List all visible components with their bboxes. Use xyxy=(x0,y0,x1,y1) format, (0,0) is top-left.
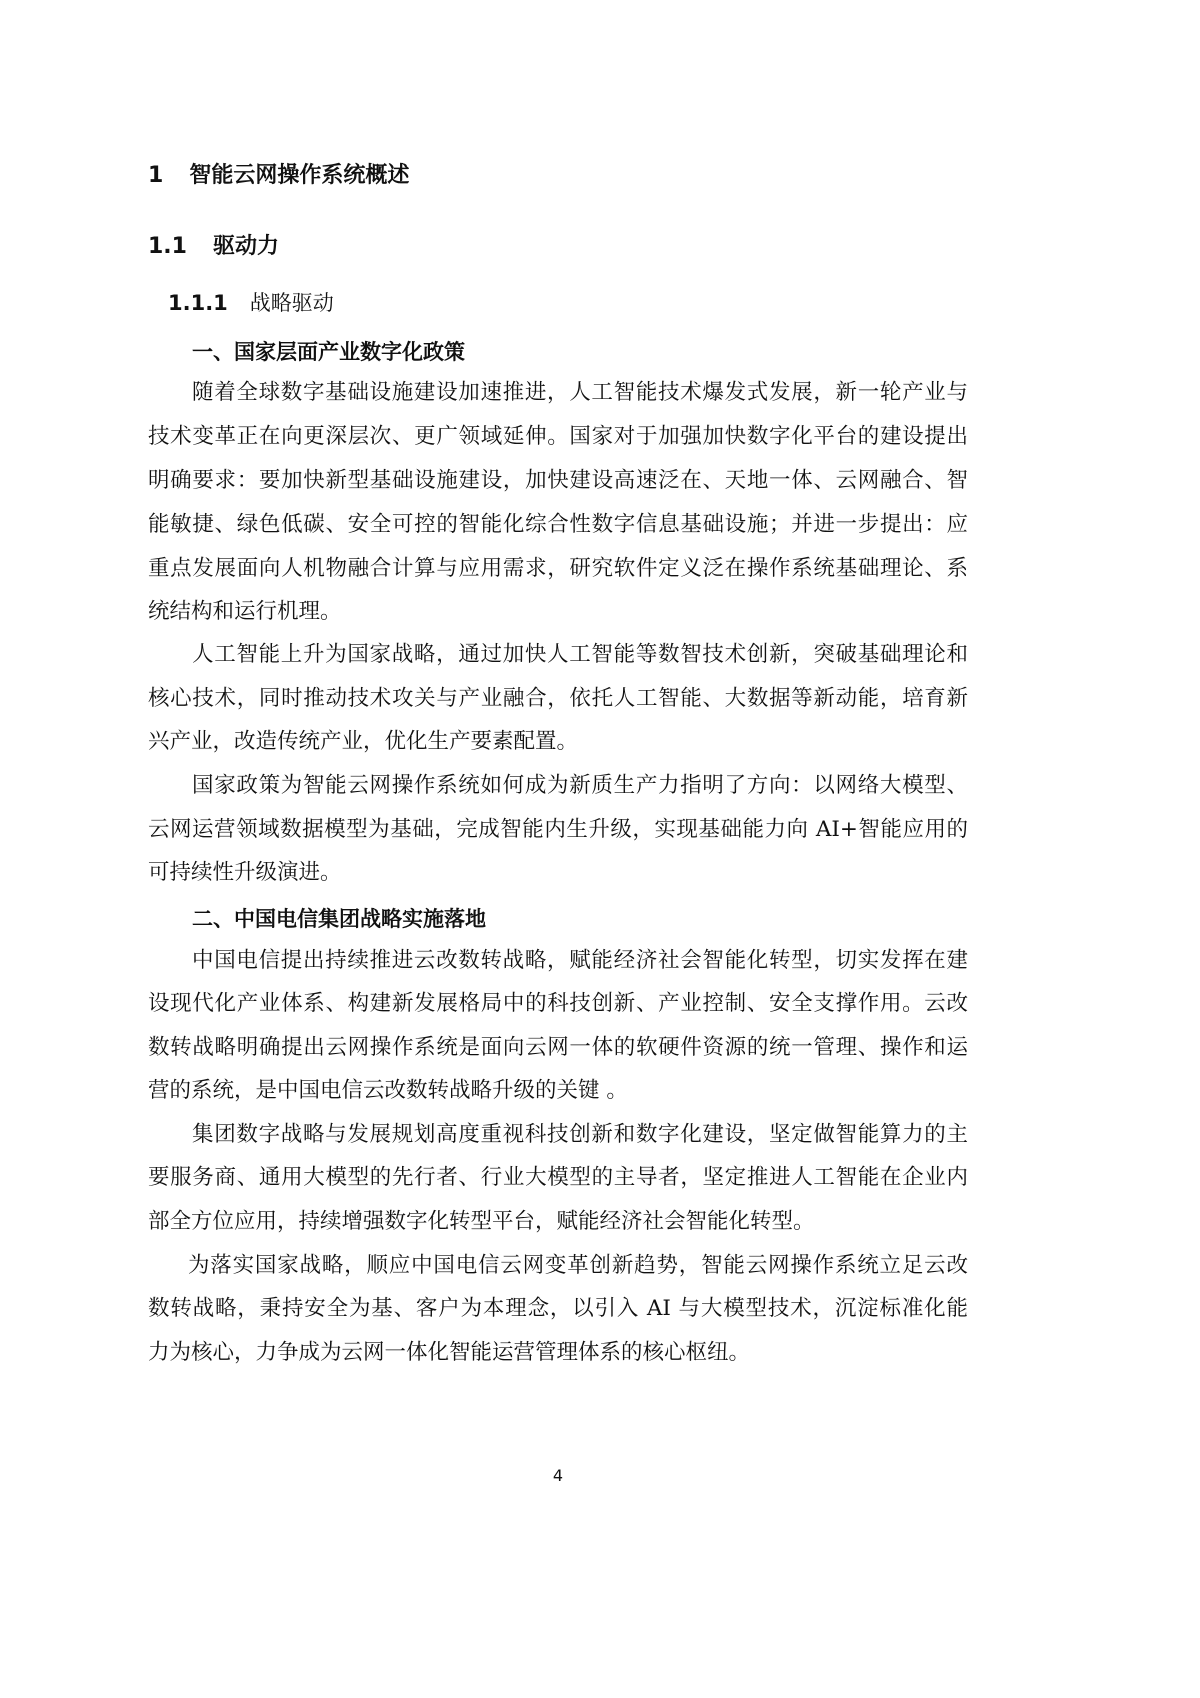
section-number: 1.1 xyxy=(148,234,187,259)
section-heading xyxy=(148,229,279,260)
body-line: 兴产业，改造传统产业，优化生产要素配置。 xyxy=(148,729,579,754)
subsection-title: 战略驱动 xyxy=(249,291,334,315)
chapter-title: 智能云网操作系统概述 xyxy=(189,163,410,188)
body-line: 重点发展面向人机物融合计算与应用需求，研究软件定义泛在操作系统基础理论、系 xyxy=(148,556,968,581)
body-line: 数转战略，秉持安全为基、客户为本理念，以引入 AI 与大模型技术，沉淀标准化能 xyxy=(148,1296,968,1321)
chapter-number: 1 xyxy=(148,163,164,188)
subsection-sec1-heading: 一、国家层面产业数字化政策 xyxy=(192,340,465,364)
body-line: 为落实国家战略，顺应中国电信云网变革创新趋势，智能云网操作系统立足云改 xyxy=(188,1253,968,1278)
body-line: 集团数字战略与发展规划高度重视科技创新和数字化建设，坚定做智能算力的主 xyxy=(192,1122,968,1147)
body-line: 设现代化产业体系、构建新发展格局中的科技创新、产业控制、安全支撑作用。云改 xyxy=(148,991,968,1016)
body-line: 营的系统，是中国电信云改数转战略升级的关键 。 xyxy=(148,1078,628,1103)
body-line: 核心技术，同时推动技术攻关与产业融合，依托人工智能、大数据等新动能，培育新 xyxy=(148,686,968,711)
body-line: 明确要求：要加快新型基础设施建设，加快建设高速泛在、天地一体、云网融合、智 xyxy=(148,468,968,493)
body-line: 随着全球数字基础设施建设加速推进，人工智能技术爆发式发展，新一轮产业与 xyxy=(192,380,968,405)
body-line: 能敏捷、绿色低碳、安全可控的智能化综合性数字信息基础设施；并进一步提出：应 xyxy=(148,512,968,537)
page-number: 4 xyxy=(552,1466,564,1485)
subsection-heading xyxy=(168,287,334,317)
body-line: 力为核心，力争成为云网一体化智能运营管理体系的核心枢纽。 xyxy=(148,1340,751,1365)
section-title: 驱动力 xyxy=(212,234,279,259)
body-line: 中国电信提出持续推进云改数转战略，赋能经济社会智能化转型，切实发挥在建 xyxy=(192,948,968,973)
body-line: 统结构和运行机理。 xyxy=(148,599,342,624)
body-line: 云网运营领域数据模型为基础，完成智能内生升级，实现基础能力向 AI+智能应用的 xyxy=(148,817,968,842)
body-line: 国家政策为智能云网操作系统如何成为新质生产力指明了方向：以网络大模型、 xyxy=(192,773,968,798)
body-line: 部全方位应用，持续增强数字化转型平台，赋能经济社会智能化转型。 xyxy=(148,1209,815,1234)
body-line: 数转战略明确提出云网操作系统是面向云网一体的软硬件资源的统一管理、操作和运 xyxy=(148,1035,968,1060)
chapter-heading xyxy=(148,158,409,189)
body-line: 要服务商、通用大模型的先行者、行业大模型的主导者，坚定推进人工智能在企业内 xyxy=(148,1165,968,1190)
subsection-sec2-heading: 二、中国电信集团战略实施落地 xyxy=(192,907,486,931)
subsection-number: 1.1.1 xyxy=(168,291,228,315)
body-line: 可持续性升级演进。 xyxy=(148,860,342,885)
body-line: 技术变革正在向更深层次、更广领域延伸。国家对于加强加快数字化平台的建设提出 xyxy=(148,424,968,449)
body-line: 人工智能上升为国家战略，通过加快人工智能等数智技术创新，突破基础理论和 xyxy=(192,642,968,667)
